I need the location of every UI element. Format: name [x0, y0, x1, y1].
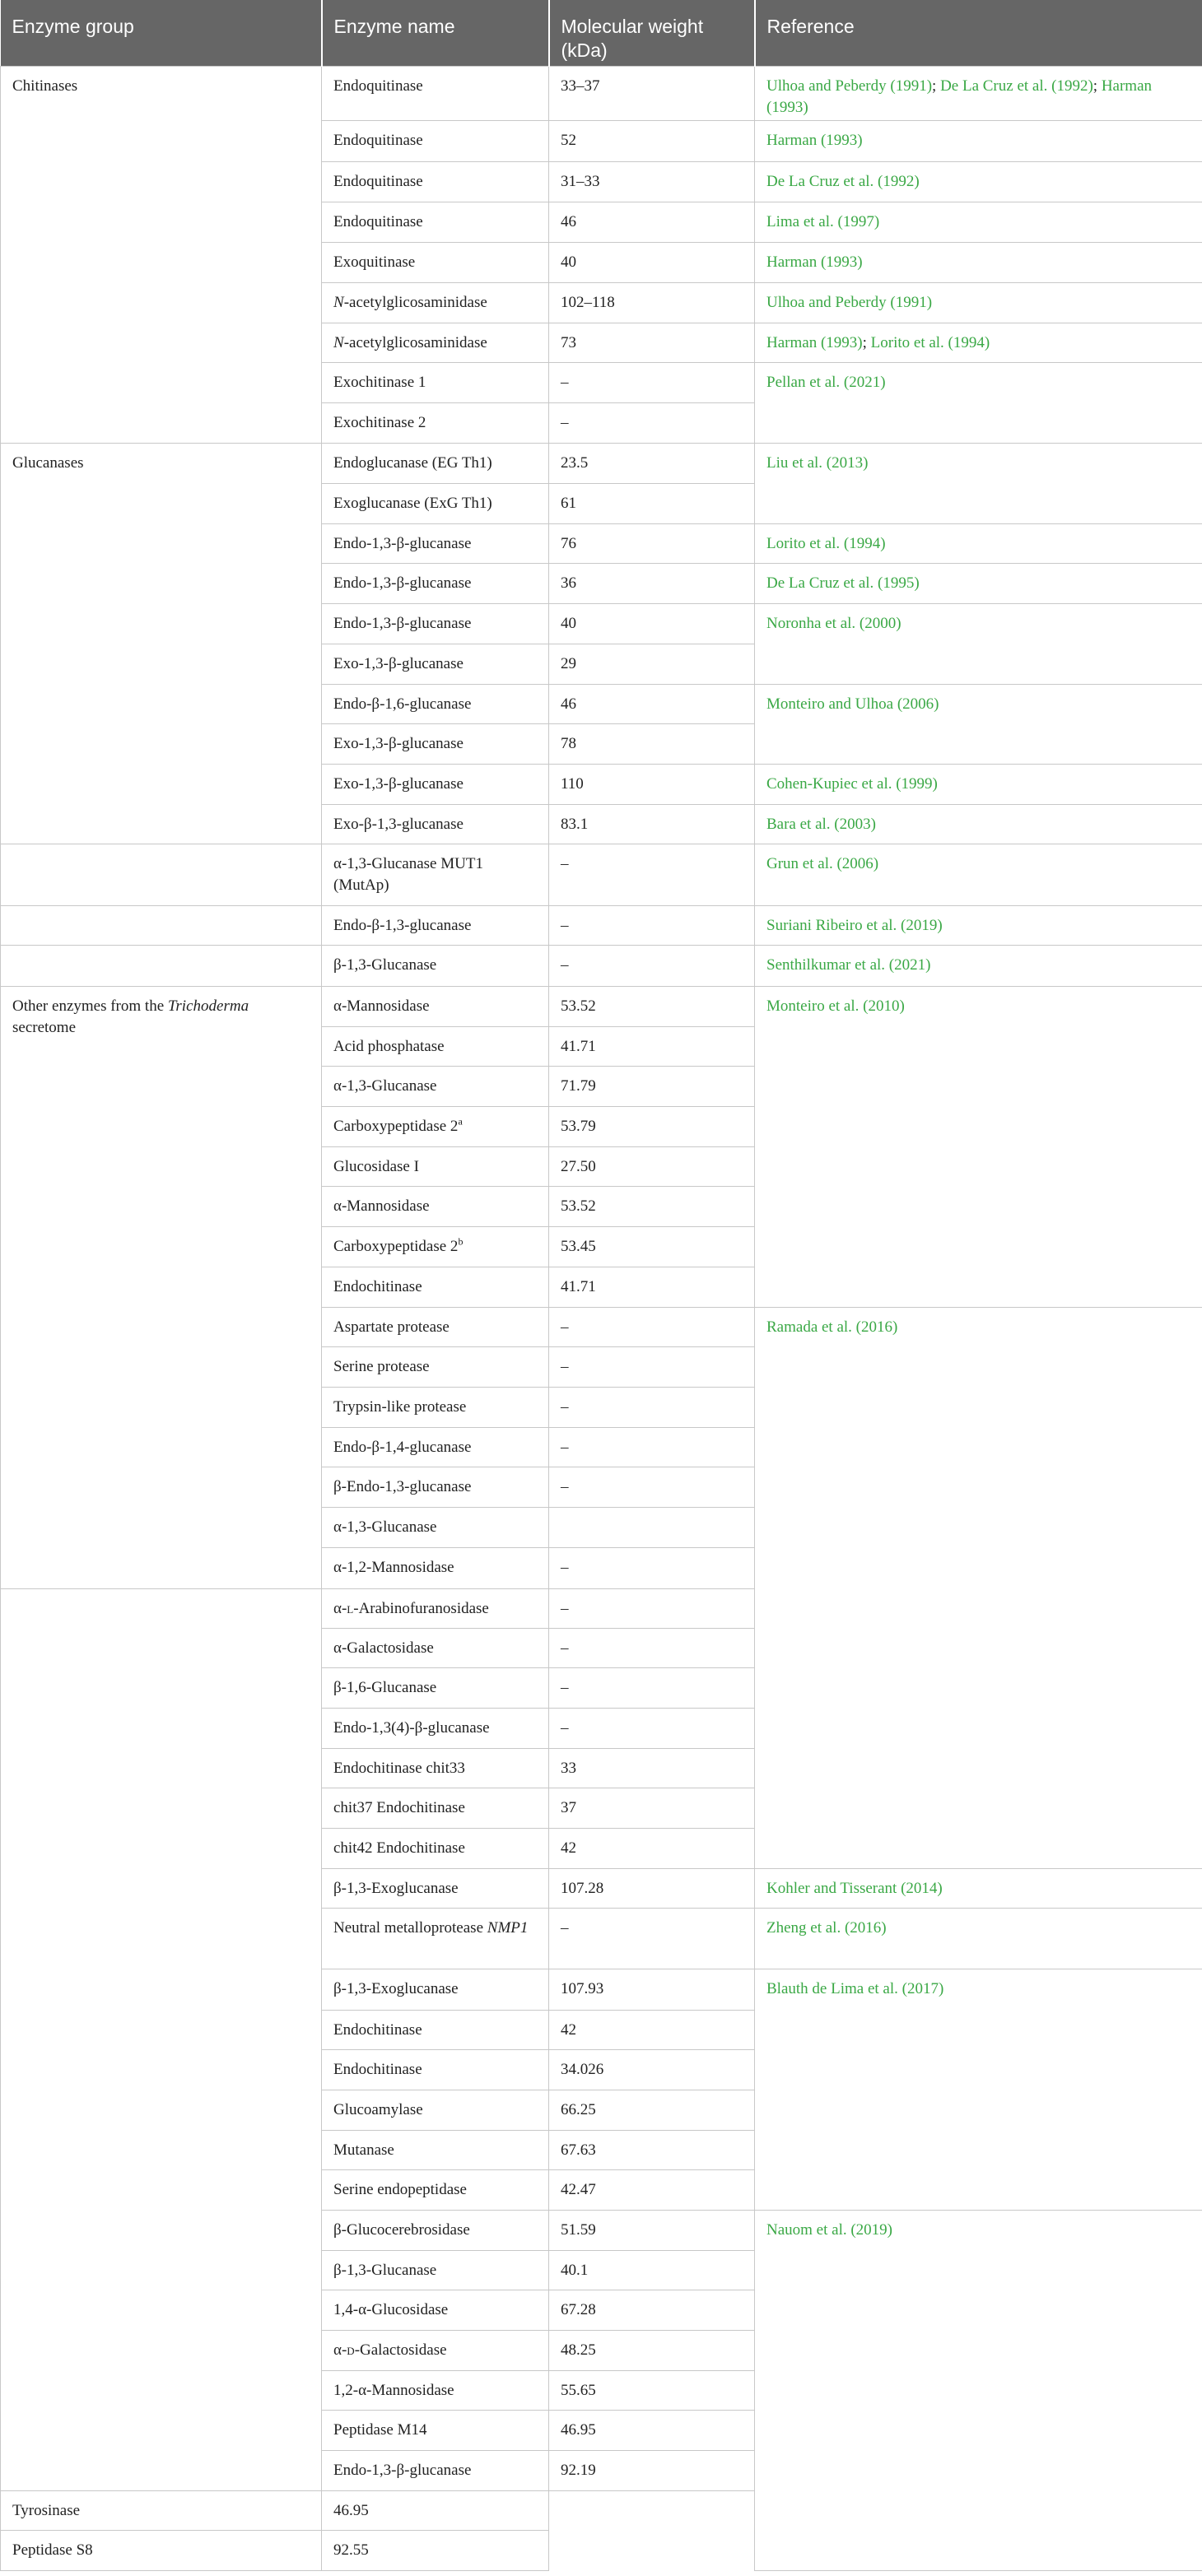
molecular-weight-cell: –: [549, 362, 755, 402]
reference-link[interactable]: Harman (1993): [766, 333, 863, 351]
molecular-weight-cell: 40: [549, 242, 755, 282]
reference-link[interactable]: De La Cruz et al. (1992): [940, 77, 1093, 95]
reference-link[interactable]: Monteiro et al. (2010): [766, 997, 905, 1015]
text-part: α-: [333, 1599, 347, 1617]
enzyme-name-cell: Endochitinase chit33: [322, 1748, 549, 1788]
molecular-weight-cell: 92.55: [322, 2530, 549, 2570]
enzyme-group-cell: [1, 1588, 322, 2490]
header-molecular-weight: Molecular weight (kDa): [549, 0, 755, 66]
molecular-weight-cell: 40: [549, 603, 755, 644]
reference-link[interactable]: Kohler and Tisserant (2014): [766, 1879, 943, 1897]
reference-cell: [755, 523, 1202, 563]
reference-link[interactable]: Cohen-Kupiec et al. (1999): [766, 774, 938, 793]
enzyme-name-cell: Trypsin-like protease: [322, 1387, 549, 1427]
reference-link[interactable]: Harman (1993): [766, 253, 863, 271]
enzyme-name-cell: Glucoamylase: [322, 2090, 549, 2130]
molecular-weight-cell: 53.52: [549, 986, 755, 1026]
molecular-weight-cell: –: [549, 844, 755, 905]
text-part: α-: [333, 2341, 347, 2359]
reference-link[interactable]: De La Cruz et al. (1995): [766, 574, 920, 592]
reference-separator: ;: [932, 77, 941, 95]
enzyme-name-cell: 1,2-α-Mannosidase: [322, 2370, 549, 2410]
table-row: [1, 986, 1202, 1026]
molecular-weight-cell: 55.65: [549, 2370, 755, 2410]
enzyme-name-cell: Endo-1,3-β-glucanase: [322, 2450, 549, 2490]
text-part: Other enzymes from the: [12, 997, 168, 1015]
reference-cell: [755, 1969, 1202, 2210]
reference-cell: [755, 2210, 1202, 2570]
enzyme-name-cell: [322, 1908, 549, 1969]
molecular-weight-cell: 73: [549, 323, 755, 362]
enzyme-name-cell: β-1,3-Glucanase: [322, 2250, 549, 2290]
enzyme-name-cell: α-Galactosidase: [322, 1628, 549, 1667]
molecular-weight-cell: –: [549, 1908, 755, 1969]
molecular-weight-cell: –: [549, 945, 755, 986]
molecular-weight-cell: 40.1: [549, 2250, 755, 2290]
molecular-weight-cell: 53.52: [549, 1186, 755, 1226]
molecular-weight-cell: 67.28: [549, 2290, 755, 2330]
enzyme-name-cell: chit37 Endochitinase: [322, 1788, 549, 1828]
enzyme-name-cell: α-1,3-Glucanase MUT1 (MutAp): [322, 844, 549, 905]
header-row: [1, 0, 1202, 66]
molecular-weight-cell: 53.45: [549, 1226, 755, 1267]
enzyme-name-cell: Endoquitinase: [322, 161, 549, 202]
enzyme-name-cell: β-1,3-Exoglucanase: [322, 1868, 549, 1908]
text-part: b: [458, 1235, 464, 1248]
reference-separator: ;: [862, 333, 871, 351]
molecular-weight-cell: 34.026: [549, 2049, 755, 2090]
enzyme-name-cell: chit42 Endochitinase: [322, 1828, 549, 1868]
header-reference: Reference: [755, 0, 1202, 66]
text-part: -Galactosidase: [354, 2341, 447, 2359]
enzyme-group-cell: [1, 905, 322, 945]
molecular-weight-cell: –: [549, 1387, 755, 1427]
reference-cell: [755, 323, 1202, 362]
enzyme-name-cell: [322, 282, 549, 323]
molecular-weight-cell: 46.95: [322, 2490, 549, 2530]
enzyme-name-cell: α-1,2-Mannosidase: [322, 1547, 549, 1588]
enzyme-group-cell: [1, 986, 322, 1588]
reference-link[interactable]: Harman (1993): [766, 131, 863, 149]
enzyme-name-cell: β-1,3-Exoglucanase: [322, 1969, 549, 2010]
text-part: secretome: [12, 1018, 77, 1036]
enzyme-name-cell: Endo-1,3-β-glucanase: [322, 523, 549, 563]
reference-link[interactable]: Monteiro and Ulhoa (2006): [766, 695, 939, 713]
text-part: -acetylglicosaminidase: [343, 333, 487, 351]
reference-link[interactable]: Zheng et al. (2016): [766, 1918, 887, 1937]
molecular-weight-cell: 46.95: [549, 2410, 755, 2450]
reference-cell: [755, 764, 1202, 804]
enzyme-name-cell: Serine protease: [322, 1346, 549, 1387]
molecular-weight-cell: 66.25: [549, 2090, 755, 2130]
text-part: Neutral metalloprotease: [333, 1918, 487, 1937]
reference-cell: [755, 161, 1202, 202]
molecular-weight-cell: 110: [549, 764, 755, 804]
text-part: Trichoderma: [167, 997, 249, 1015]
enzyme-name-cell: [322, 1226, 549, 1267]
enzyme-name-cell: Endo-1,3-β-glucanase: [322, 603, 549, 644]
enzyme-name-cell: Endochitinase: [322, 1267, 549, 1307]
reference-cell: [755, 362, 1202, 443]
reference-separator: ;: [1093, 77, 1102, 95]
enzyme-name-cell: Endochitinase: [322, 2049, 549, 2090]
molecular-weight-cell: –: [549, 1547, 755, 1588]
enzyme-name-cell: Peptidase M14: [322, 2410, 549, 2450]
molecular-weight-cell: 76: [549, 523, 755, 563]
enzyme-name-cell: β-Endo-1,3-glucanase: [322, 1467, 549, 1507]
molecular-weight-cell: 102–118: [549, 282, 755, 323]
molecular-weight-cell: 41.71: [549, 1026, 755, 1066]
enzyme-name-cell: Endo-β-1,4-glucanase: [322, 1427, 549, 1467]
reference-link[interactable]: Suriani Ribeiro et al. (2019): [766, 916, 943, 934]
molecular-weight-cell: 61: [549, 483, 755, 523]
table-row: [1, 66, 1202, 120]
reference-cell: [755, 1908, 1202, 1969]
reference-link[interactable]: Ulhoa and Peberdy (1991): [766, 293, 933, 311]
molecular-weight-cell: 53.79: [549, 1106, 755, 1146]
reference-link[interactable]: Nauom et al. (2019): [766, 2220, 893, 2239]
enzyme-name-cell: α-1,3-Glucanase: [322, 1507, 549, 1547]
table-body: [1, 66, 1202, 2570]
enzyme-name-cell: Peptidase S8: [1, 2530, 322, 2570]
header-enzyme-name: Enzyme name: [322, 0, 549, 66]
enzyme-name-cell: Exo-β-1,3-glucanase: [322, 804, 549, 844]
molecular-weight-cell: 23.5: [549, 443, 755, 483]
text-part: l: [347, 1599, 354, 1617]
reference-cell: [755, 1307, 1202, 1868]
reference-link[interactable]: Blauth de Lima et al. (2017): [766, 1979, 944, 1997]
molecular-weight-cell: –: [549, 1667, 755, 1708]
enzyme-name-cell: Endochitinase: [322, 2010, 549, 2049]
table-row: [1, 844, 1202, 905]
reference-link[interactable]: Bara et al. (2003): [766, 815, 876, 833]
header-enzyme-group: Enzyme group: [1, 0, 322, 66]
reference-link[interactable]: Liu et al. (2013): [766, 453, 869, 472]
enzyme-name-cell: α-Mannosidase: [322, 1186, 549, 1226]
enzyme-name-cell: Exochitinase 1: [322, 362, 549, 402]
molecular-weight-cell: 51.59: [549, 2210, 755, 2250]
molecular-weight-cell: 42.47: [549, 2169, 755, 2210]
reference-link[interactable]: Pellan et al. (2021): [766, 373, 886, 391]
molecular-weight-cell: 107.28: [549, 1868, 755, 1908]
text-part: N: [333, 333, 344, 351]
enzyme-name-cell: Endo-β-1,6-glucanase: [322, 684, 549, 723]
enzyme-name-cell: α-Mannosidase: [322, 986, 549, 1026]
enzyme-name-cell: [322, 323, 549, 362]
molecular-weight-cell: 48.25: [549, 2330, 755, 2370]
enzyme-name-cell: Endoquitinase: [322, 66, 549, 120]
molecular-weight-cell: 92.19: [549, 2450, 755, 2490]
enzyme-name-cell: [322, 1588, 549, 1628]
enzyme-name-cell: 1,4-α-Glucosidase: [322, 2290, 549, 2330]
text-part: NMP1: [487, 1918, 529, 1937]
enzyme-name-cell: Exochitinase 2: [322, 402, 549, 443]
enzyme-name-cell: α-1,3-Glucanase: [322, 1066, 549, 1106]
reference-cell: [755, 986, 1202, 1307]
molecular-weight-cell: –: [549, 1588, 755, 1628]
enzyme-name-cell: Exoglucanase (ExG Th1): [322, 483, 549, 523]
text-part: Carboxypeptidase 2: [333, 1117, 459, 1135]
molecular-weight-cell: 71.79: [549, 1066, 755, 1106]
table-row: [1, 945, 1202, 986]
reference-link[interactable]: Noronha et al. (2000): [766, 614, 902, 632]
text-part: -acetylglicosaminidase: [343, 293, 487, 311]
molecular-weight-cell: 46: [549, 684, 755, 723]
enzyme-group-cell: [1, 945, 322, 986]
enzyme-name-cell: [322, 1106, 549, 1146]
molecular-weight-cell: 52: [549, 120, 755, 161]
reference-cell: [755, 66, 1202, 120]
reference-link[interactable]: Ulhoa and Peberdy (1991): [766, 77, 933, 95]
molecular-weight-cell: –: [549, 1467, 755, 1507]
enzyme-name-cell: Endo-1,3(4)-β-glucanase: [322, 1708, 549, 1748]
enzyme-name-cell: Exoquitinase: [322, 242, 549, 282]
enzyme-name-cell: Endoquitinase: [322, 202, 549, 242]
enzyme-name-cell: β-1,3-Glucanase: [322, 945, 549, 986]
enzyme-name-cell: Exo-1,3-β-glucanase: [322, 644, 549, 684]
reference-cell: [755, 282, 1202, 323]
molecular-weight-cell: –: [549, 1427, 755, 1467]
molecular-weight-cell: 33–37: [549, 66, 755, 120]
reference-cell: [755, 1868, 1202, 1908]
reference-link[interactable]: Ramada et al. (2016): [766, 1318, 898, 1336]
molecular-weight-cell: 107.93: [549, 1969, 755, 2010]
enzyme-name-cell: Tyrosinase: [1, 2490, 322, 2530]
molecular-weight-cell: 27.50: [549, 1146, 755, 1186]
enzyme-name-cell: Endo-1,3-β-glucanase: [322, 563, 549, 603]
reference-link[interactable]: Senthilkumar et al. (2021): [766, 956, 931, 974]
enzyme-name-cell: Exo-1,3-β-glucanase: [322, 723, 549, 764]
molecular-weight-cell: 29: [549, 644, 755, 684]
reference-link[interactable]: Lorito et al. (1994): [766, 534, 886, 552]
enzyme-group-cell: Chitinases: [1, 66, 322, 443]
reference-cell: [755, 443, 1202, 523]
molecular-weight-cell: 83.1: [549, 804, 755, 844]
reference-cell: [755, 804, 1202, 844]
enzyme-name-cell: [322, 2330, 549, 2370]
text-part: -Arabinofuranosidase: [353, 1599, 489, 1617]
molecular-weight-cell: 67.63: [549, 2130, 755, 2169]
text-part: d: [347, 2341, 355, 2359]
enzyme-name-cell: Endo-β-1,3-glucanase: [322, 905, 549, 945]
reference-cell: [755, 905, 1202, 945]
molecular-weight-cell: 33: [549, 1748, 755, 1788]
enzyme-name-cell: β-Glucocerebrosidase: [322, 2210, 549, 2250]
molecular-weight-cell: 78: [549, 723, 755, 764]
molecular-weight-cell: 36: [549, 563, 755, 603]
enzyme-name-cell: Exo-1,3-β-glucanase: [322, 764, 549, 804]
reference-cell: [755, 844, 1202, 905]
molecular-weight-cell: –: [549, 1346, 755, 1387]
molecular-weight-cell: 31–33: [549, 161, 755, 202]
table-header: [1, 0, 1202, 66]
text-part: Carboxypeptidase 2: [333, 1237, 459, 1255]
enzyme-name-cell: Serine endopeptidase: [322, 2169, 549, 2210]
molecular-weight-cell: –: [549, 402, 755, 443]
molecular-weight-cell: –: [549, 1628, 755, 1667]
reference-cell: [755, 603, 1202, 684]
reference-cell: [755, 242, 1202, 282]
molecular-weight-cell: 42: [549, 1828, 755, 1868]
enzyme-name-cell: Endoquitinase: [322, 120, 549, 161]
reference-cell: [755, 684, 1202, 764]
reference-cell: [755, 563, 1202, 603]
reference-link[interactable]: Lorito et al. (1994): [870, 333, 990, 351]
reference-link[interactable]: De La Cruz et al. (1992): [766, 172, 920, 190]
enzyme-group-cell: [1, 844, 322, 905]
enzyme-group-cell: Glucanases: [1, 443, 322, 844]
table-row: [1, 443, 1202, 483]
reference-cell: [755, 945, 1202, 986]
molecular-weight-cell: [549, 1507, 755, 1547]
reference-cell: [755, 202, 1202, 242]
enzyme-name-cell: Mutanase: [322, 2130, 549, 2169]
enzyme-name-cell: Acid phosphatase: [322, 1026, 549, 1066]
enzyme-name-cell: Glucosidase I: [322, 1146, 549, 1186]
molecular-weight-cell: 42: [549, 2010, 755, 2049]
molecular-weight-cell: –: [549, 1708, 755, 1748]
reference-link[interactable]: Grun et al. (2006): [766, 854, 879, 872]
text-part: a: [458, 1115, 463, 1128]
molecular-weight-cell: –: [549, 1307, 755, 1346]
table-row: [1, 905, 1202, 945]
enzyme-name-cell: β-1,6-Glucanase: [322, 1667, 549, 1708]
enzyme-name-cell: Aspartate protease: [322, 1307, 549, 1346]
reference-link[interactable]: Harman (1993): [766, 77, 1153, 116]
molecular-weight-cell: 46: [549, 202, 755, 242]
enzyme-name-cell: Endoglucanase (EG Th1): [322, 443, 549, 483]
reference-link[interactable]: Lima et al. (1997): [766, 212, 880, 230]
molecular-weight-cell: –: [549, 905, 755, 945]
molecular-weight-cell: 37: [549, 1788, 755, 1828]
reference-cell: [755, 120, 1202, 161]
text-part: N: [333, 293, 344, 311]
molecular-weight-cell: 41.71: [549, 1267, 755, 1307]
